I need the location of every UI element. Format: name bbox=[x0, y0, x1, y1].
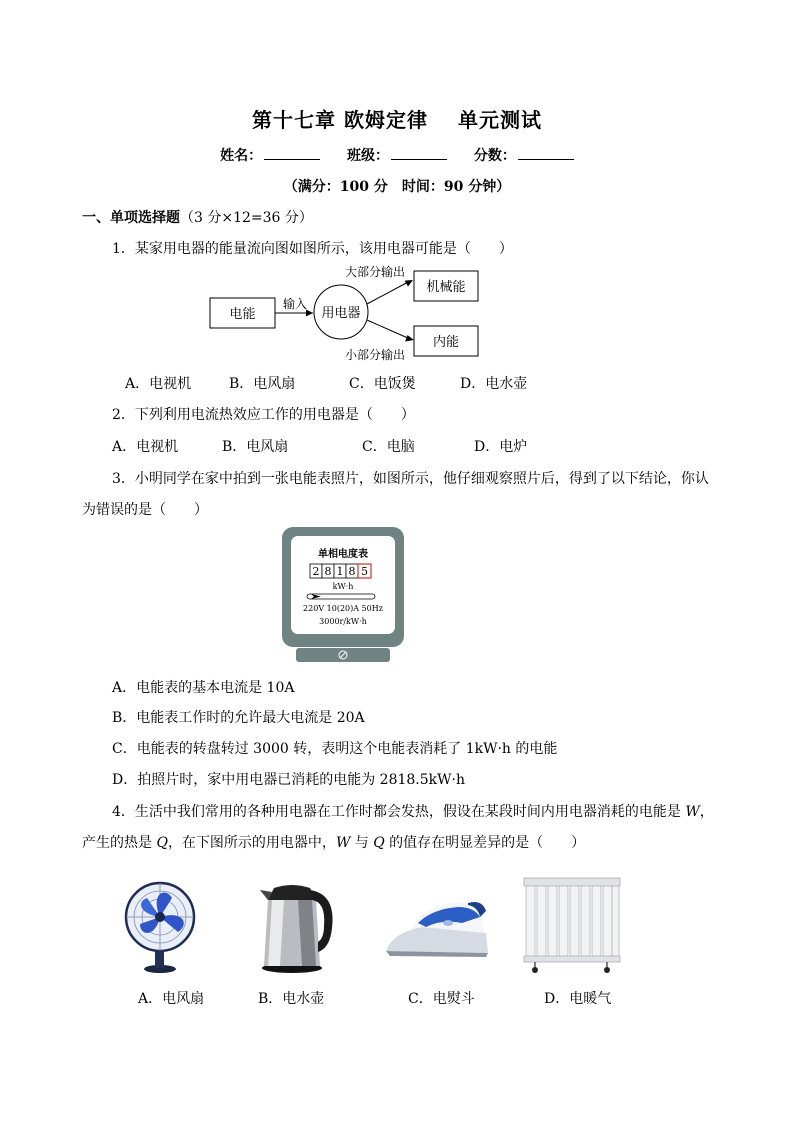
q4-text-f: 的值存在明显差异的是（ ） bbox=[384, 835, 586, 851]
meter-unit: kW·h bbox=[332, 582, 354, 591]
q1-option-a[interactable]: A．电视机 bbox=[125, 376, 192, 392]
electric-meter-image bbox=[281, 526, 405, 664]
q4-option-a[interactable]: A．电风扇 bbox=[138, 991, 205, 1007]
q4-text-e: 与 bbox=[350, 835, 374, 851]
question-3-stem-line2: 为错误的是（ ） bbox=[82, 502, 208, 518]
q4-option-c[interactable]: C．电熨斗 bbox=[408, 991, 475, 1007]
chapter-title: 第十七章 欧姆定律 bbox=[252, 108, 428, 132]
minor-arrowhead bbox=[405, 335, 414, 341]
electric-iron-image bbox=[382, 893, 492, 963]
page-title bbox=[0, 104, 794, 133]
source-label: 电能 bbox=[229, 307, 256, 322]
device-label: 用电器 bbox=[321, 306, 361, 321]
q4-text-a: 4．生活中我们常用的各种用电器在工作时都会发热，假设在某段时间内用电器消耗的电能是 bbox=[112, 804, 686, 820]
q3-option-d[interactable]: D．拍照片时，家中用电器已消耗的电能为 2818.5kW·h bbox=[112, 772, 465, 788]
q4-var-q-2: Q bbox=[373, 835, 385, 851]
major-label: 大部分输出 bbox=[344, 265, 406, 279]
energy-flow-diagram bbox=[205, 262, 490, 366]
question-3-stem-line1: 3．小明同学在家中拍到一张电能表照片，如图所示，他仔细观察照片后，得到了以下结论，你认 bbox=[112, 471, 709, 487]
class-blank[interactable] bbox=[391, 145, 447, 160]
meter-digit-4: 8 bbox=[348, 565, 356, 578]
q4-text-d: ，在下图所示的用电器中， bbox=[167, 835, 336, 851]
meter-rev: 3000r/kW·h bbox=[319, 617, 367, 626]
q1-option-b[interactable]: B．电风扇 bbox=[229, 376, 296, 392]
minor-label: 小部分输出 bbox=[344, 348, 406, 362]
input-label: 输入 bbox=[282, 297, 308, 311]
meter-spec: 220V 10(20)A 50Hz bbox=[303, 604, 383, 613]
q4-text-b: ， bbox=[699, 804, 714, 820]
student-info bbox=[0, 145, 794, 165]
major-arrow bbox=[367, 281, 410, 304]
question-4-stem-line2 bbox=[82, 832, 585, 852]
section-heading: 一、单项选择题 bbox=[82, 210, 180, 226]
electric-fan-image bbox=[120, 876, 210, 976]
electric-heater-image bbox=[521, 876, 623, 974]
q4-option-b[interactable]: B．电水壶 bbox=[258, 991, 325, 1007]
exam-note: （满分：100 分 时间：90 分钟） bbox=[283, 179, 511, 195]
q4-var-q: Q bbox=[156, 835, 168, 851]
q3-option-a[interactable]: A．电能表的基本电流是 10A bbox=[112, 680, 295, 696]
meter-digit-3: 1 bbox=[336, 565, 344, 578]
question-2-stem: 2．下列利用电流热效应工作的用电器是（ ） bbox=[112, 407, 415, 423]
q4-option-d[interactable]: D．电暖气 bbox=[544, 991, 612, 1007]
electric-kettle-image bbox=[258, 880, 338, 975]
input-arrowhead bbox=[306, 310, 313, 317]
question-4-stem-line1 bbox=[112, 801, 714, 821]
class-label: 班级： bbox=[347, 148, 389, 164]
q2-option-d[interactable]: D．电炉 bbox=[474, 439, 528, 455]
name-label: 姓名： bbox=[220, 148, 263, 164]
q2-option-a[interactable]: A．电视机 bbox=[112, 439, 179, 455]
meter-digit-2: 8 bbox=[324, 565, 332, 578]
minor-arrow bbox=[367, 320, 410, 339]
q1-option-d[interactable]: D．电水壶 bbox=[460, 376, 528, 392]
name-blank[interactable] bbox=[264, 145, 320, 160]
meter-digit-1: 2 bbox=[312, 565, 320, 578]
score-label: 分数： bbox=[473, 148, 516, 164]
q2-option-c[interactable]: C．电脑 bbox=[362, 439, 415, 455]
section-points: （3 分×12=36 分） bbox=[180, 210, 313, 226]
minor-target-label: 内能 bbox=[432, 335, 460, 350]
q3-option-b[interactable]: B．电能表工作时的允许最大电流是 20A bbox=[112, 710, 365, 726]
question-1-stem: 1．某家用电器的能量流向图如图所示，该用电器可能是（ ） bbox=[112, 241, 513, 257]
score-blank[interactable] bbox=[518, 145, 574, 160]
q2-option-b[interactable]: B．电风扇 bbox=[222, 439, 289, 455]
meter-digit-5: 5 bbox=[361, 565, 368, 578]
unit-title: 单元测试 bbox=[457, 108, 542, 132]
q3-option-c[interactable]: C．电能表的转盘转过 3000 转，表明这个电能表消耗了 1kW·h 的电能 bbox=[112, 741, 558, 757]
major-target-label: 机械能 bbox=[426, 280, 466, 295]
q4-var-w: W bbox=[685, 804, 700, 820]
q4-var-w-2: W bbox=[335, 835, 351, 851]
meter-title: 单相电度表 bbox=[318, 549, 368, 560]
section-title bbox=[82, 207, 313, 227]
q4-text-c: 产生的热是 bbox=[82, 835, 157, 851]
q1-option-c[interactable]: C．电饭煲 bbox=[349, 376, 416, 392]
